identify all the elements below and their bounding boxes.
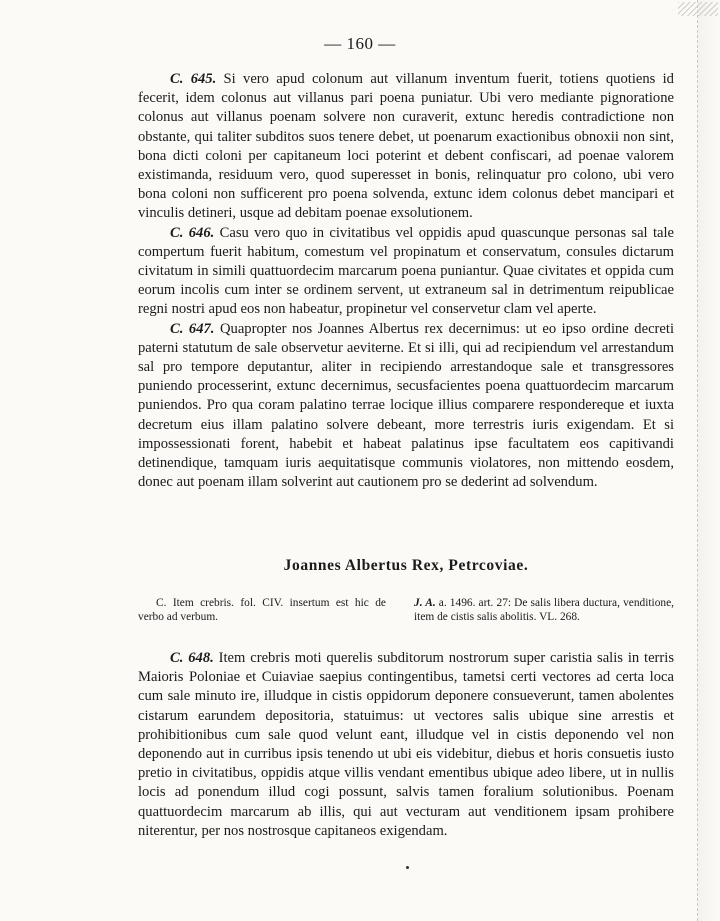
page-number: — 160 — [324,34,396,53]
chapter-number: C. 647. [170,320,215,337]
note-right-text: a. 1496. art. 27: De salis libera ductura, venditione, item de cistis salis abolitis. VL. 268. [414,597,674,623]
text-block-top [138,70,674,492]
text-block-bottom [138,649,674,841]
note-left: C. Item crebris. fol. CIV. insertum est hic de verbo ad verbum. [138,597,386,623]
source-notes [138,596,674,624]
ink-dot [406,866,409,869]
paragraph-text: Si vero apud colonum aut villanum inventum fuerit, totiens quotiens id fecerit, idem colonus aut villanus pari poena puniatur. Ubi vero mediante pignoratione colonus aut villanus poenam solvere non curaverit, extunc heredis contradictione non obstante, qui taliter subditos suos tenere debet, ut poenarum exactionibus obnoxii non sint, bona dicti coloni per capitaneum loci poterint et debent confiscari, ad poenae valorem existimanda, residuum vero, quod superesset in bonis, relinquatur pro colono, ubi vero bona coloni non sufficerent pro poena solvenda, extunc idem colonus debet mancipari et vinculis detineri, usque ad debitam poenae exsolutionem. [138,71,674,222]
paragraph-648 [138,649,674,841]
page-edge [697,0,720,921]
paragraph-text: Item crebris moti querelis subditorum nostrorum super caristia salis in terris Maioris Poloniae et Cuiaviae saepius contingentibus, tametsi certi vectores ad certa loca cum sale minuto ire, illudque in cistis oppidorum deponere consueverunt, tamen abolentes cistarum earundem depositoria, statuimus: ut vectores salis ubique sine arrestis et prohibitionibus cum sale quod velunt eant, illudque vel in cistis deponendo vel non deponendo aut in curribus ipsis tenendo ut ubi eis videbitur, diebus et horis consuetis iusto pretio in civitatibus, oppidis atque villis vendant ementibus ubique adeo libere, ut in nullis locis ad ponendum illud cogi possunt, salvis tamen foralium solutionibus. Poenam quattuordecim marcarum ab illis, qui aut vecturam aut venditionem ipsam prohibere niterentur, per nos nostrosque capitaneos exigendam. [138,650,674,839]
paragraph-text: Quapropter nos Joannes Albertus rex decernimus: ut eo ipso ordine decreti paterni statutum de sale observetur aeviterne. Et si illi, qui ad recipiendum vel arrestandum sal pro tempore deputantur, aliter in recipiendo arrestandoque sale et transgressores puniendo processerint, extunc decernimus, secusfacientes poena quattuordecim marcarum puniendos. Pro qua coram palatino terrae locique illius comparere respondereque et iuxta decretum eius illam palatino solvere debeant, more terrestris iuris exigendam. Et si impossessionati forent, habebit et habeat palatinus ipse facultatem eos capitivandi detinendique, tamquam iuris aequitatisque communis violatores, non mittendo eosdem, donec aut poenam illam solverint aut cautionem pro se dederint ad solvendum. [138,320,674,491]
note-right [414,596,674,624]
paragraph-646 [138,224,674,320]
note-right-ref: J. A. [414,597,436,609]
section-title: Joannes Albertus Rex, Petrcoviae. [283,557,529,574]
paragraph-645 [138,70,674,224]
chapter-number: C. 648. [170,650,214,666]
chapter-number: C. 646. [170,224,215,241]
paragraph-text: Casu vero quo in civitatibus vel oppidis apud quascunque personas sal tale compertum fuerit habitum, comestum vel propinatum et conservatum, consules dictarum civitatum in simili quattuordecim marcarum poena puniantur. Quae civitates et oppida cum eorum incolis cum inter se ordinem servent, ut extraneum sal in detrimentum reipublicae regni nostri apud eos non habeatur, propinetur vel conservetur clam vel aperte. [138,224,675,318]
page-corner [678,2,718,16]
paragraph-647 [138,320,674,493]
chapter-number: C. 645. [170,71,217,87]
